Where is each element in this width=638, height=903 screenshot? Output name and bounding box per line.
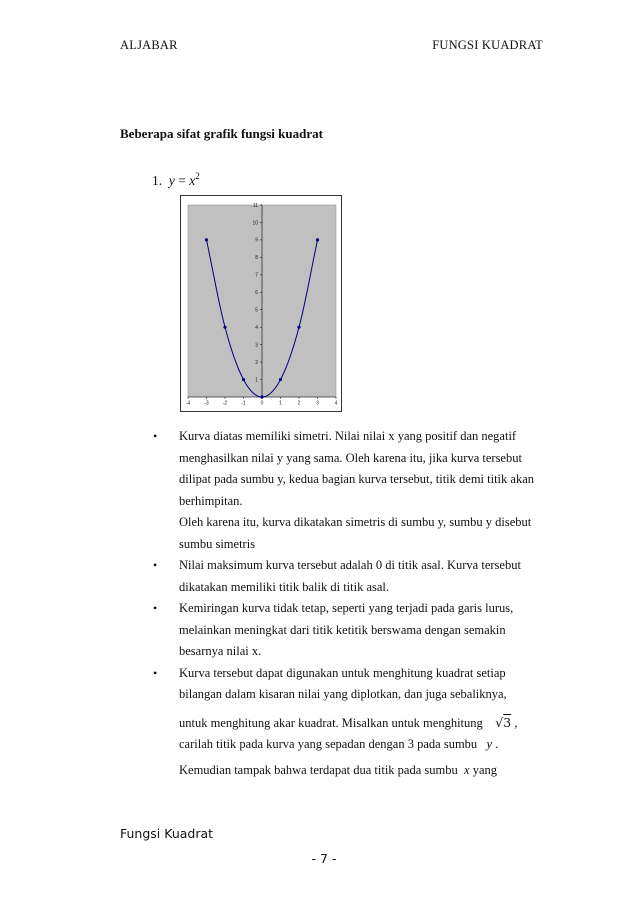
item-number: 1. — [152, 173, 163, 188]
eq-base: x — [189, 173, 196, 188]
math-var: y — [486, 737, 493, 751]
x-tick-label: -2 — [222, 400, 228, 407]
x-tick-label: 4 — [334, 400, 338, 407]
footer-title: Fungsi Kuadrat — [120, 826, 214, 841]
y-tick-label: 8 — [255, 255, 258, 262]
line: Nilai maksimum kurva tersebut adalah 0 di titik asal. Kurva tersebut — [179, 558, 521, 572]
bullet-dot: • — [153, 601, 158, 615]
x-tick-label: 0 — [260, 400, 264, 407]
line: dikatakan memiliki titik balik di titik asal. — [179, 579, 390, 594]
line: sumbu simetris — [179, 536, 256, 551]
line — [179, 712, 552, 735]
y-tick-label: 7 — [255, 272, 258, 279]
y-tick-label: 11 — [252, 202, 258, 209]
data-point — [279, 378, 282, 381]
x-tick-label: 1 — [279, 400, 282, 407]
eq-exponent: 2 — [195, 171, 200, 181]
data-point — [223, 326, 226, 329]
eq-sign: = — [178, 173, 186, 188]
data-point — [205, 238, 208, 241]
text: untuk menghitung akar kuadrat. Misalkan untuk menghitung — [179, 715, 483, 730]
y-tick-label: 10 — [252, 220, 258, 227]
line: berhimpitan. — [179, 493, 243, 508]
y-tick-label: 2 — [255, 359, 258, 366]
data-point — [260, 395, 263, 398]
line: menghasilkan nilai y yang sama. Oleh karena itu, jika kurva tersebut — [179, 450, 522, 465]
y-tick-label: 6 — [255, 290, 258, 297]
x-tick-label: -3 — [204, 400, 209, 407]
line: bilangan dalam kisaran nilai yang diplotkan, dan juga sebaliknya, — [179, 687, 507, 701]
bullet-item-3 — [152, 598, 552, 663]
y-tick-label: 3 — [255, 342, 258, 349]
section-title: Beberapa sifat grafik fungsi kuadrat — [120, 126, 323, 141]
bullet-item-2 — [152, 555, 552, 598]
running-header-left: ALJABAR — [120, 38, 178, 52]
line: Oleh karena itu, kurva dikatakan simetris di sumbu y, sumbu y disebut — [179, 515, 532, 529]
line — [179, 760, 552, 782]
math-var: x — [464, 762, 470, 777]
y-tick-label: 9 — [255, 237, 258, 244]
bullet-dot: • — [153, 558, 158, 572]
page-number: - 7 - — [311, 851, 337, 866]
bullet-dot: • — [153, 429, 158, 443]
data-point — [297, 326, 300, 329]
line: besarnya nilai x. — [179, 644, 262, 658]
x-tick-label: -1 — [241, 400, 246, 407]
bullet-dot: • — [153, 665, 158, 680]
text: , — [514, 715, 518, 730]
line: Kurva tersebut dapat digunakan untuk menghitung kuadrat setiap — [179, 665, 506, 680]
line: melainkan meningkat dari titik ketitik berswama dengan semakin — [179, 622, 506, 637]
data-point — [242, 378, 245, 381]
x-tick-label: 3 — [316, 400, 319, 407]
sqrt-expression: √3 — [495, 714, 512, 730]
y-tick-label: 1 — [255, 377, 258, 384]
line: Kemiringan kurva tidak tetap, seperti yang terjadi pada garis lurus, — [179, 601, 514, 615]
text: yang — [472, 762, 497, 777]
x-tick-label: 2 — [297, 400, 301, 407]
y-tick-label: 4 — [255, 324, 258, 331]
text: . — [495, 737, 499, 751]
text: Kemudian tampak bahwa terdapat dua titik pada sumbu — [179, 762, 458, 777]
x-tick-label: -4 — [185, 400, 191, 407]
line: dilipat pada sumbu y, kedua bagian kurva tersebut, titik demi titik akan — [179, 472, 535, 486]
line: Kurva diatas memiliki simetri. Nilai nilai x yang positif dan negatif — [179, 429, 517, 443]
y-tick-label: 5 — [255, 307, 258, 314]
sqrt-value: 3 — [503, 714, 512, 730]
running-header-right: FUNGSI KUADRAT — [432, 38, 543, 52]
line — [179, 734, 552, 756]
data-point — [316, 238, 319, 241]
bullet-list — [152, 426, 552, 781]
parabola-chart — [180, 195, 342, 412]
item-equation — [152, 171, 200, 189]
eq-lhs: y — [168, 173, 175, 188]
bullet-item-4 — [152, 663, 552, 782]
bullet-item-1 — [152, 426, 552, 555]
text: carilah titik pada kurva yang sepadan dengan 3 pada sumbu — [179, 737, 478, 751]
